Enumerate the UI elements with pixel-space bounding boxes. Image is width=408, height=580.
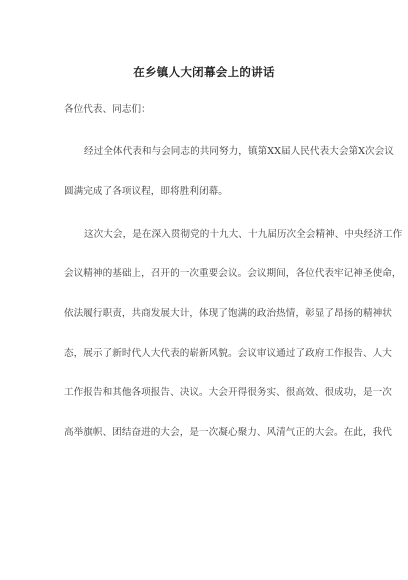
paragraph-line: 高举旗帜、团结奋进的大会，是一次凝心聚力、风清气正的大会。在此，我代 [64,427,392,438]
salutation: 各位代表、同志们： [64,104,151,115]
paragraph-line: 依法履行职责，共商发展大计，体现了饱满的政治热情，彰显了昂扬的精神状 [64,308,392,319]
paragraph-line: 经过全体代表和与会同志的共同努力，镇第XX届人民代表大会第X次会议 [84,146,394,157]
paragraph-line: 会议精神的基础上，召开的一次重要会议。会议期间，各位代表牢记神圣使命， [64,268,402,279]
paragraph-line: 这次大会，是在深入贯彻党的十九大、十九届历次全会精神、中央经济工作 [84,229,403,240]
document-title: 在乡镇人大闭幕会上的讲话 [133,65,275,79]
paragraph-line: 圆满完成了各项议程，即将胜利闭幕。 [64,186,228,197]
paragraph-line: 工作报告和其他各项报告、决议。大会开得很务实、很高效、很成功，是一次 [64,387,392,398]
paragraph-line: 态，展示了新时代人大代表的崭新风貌。会议审议通过了政府工作报告、人大 [64,348,392,359]
